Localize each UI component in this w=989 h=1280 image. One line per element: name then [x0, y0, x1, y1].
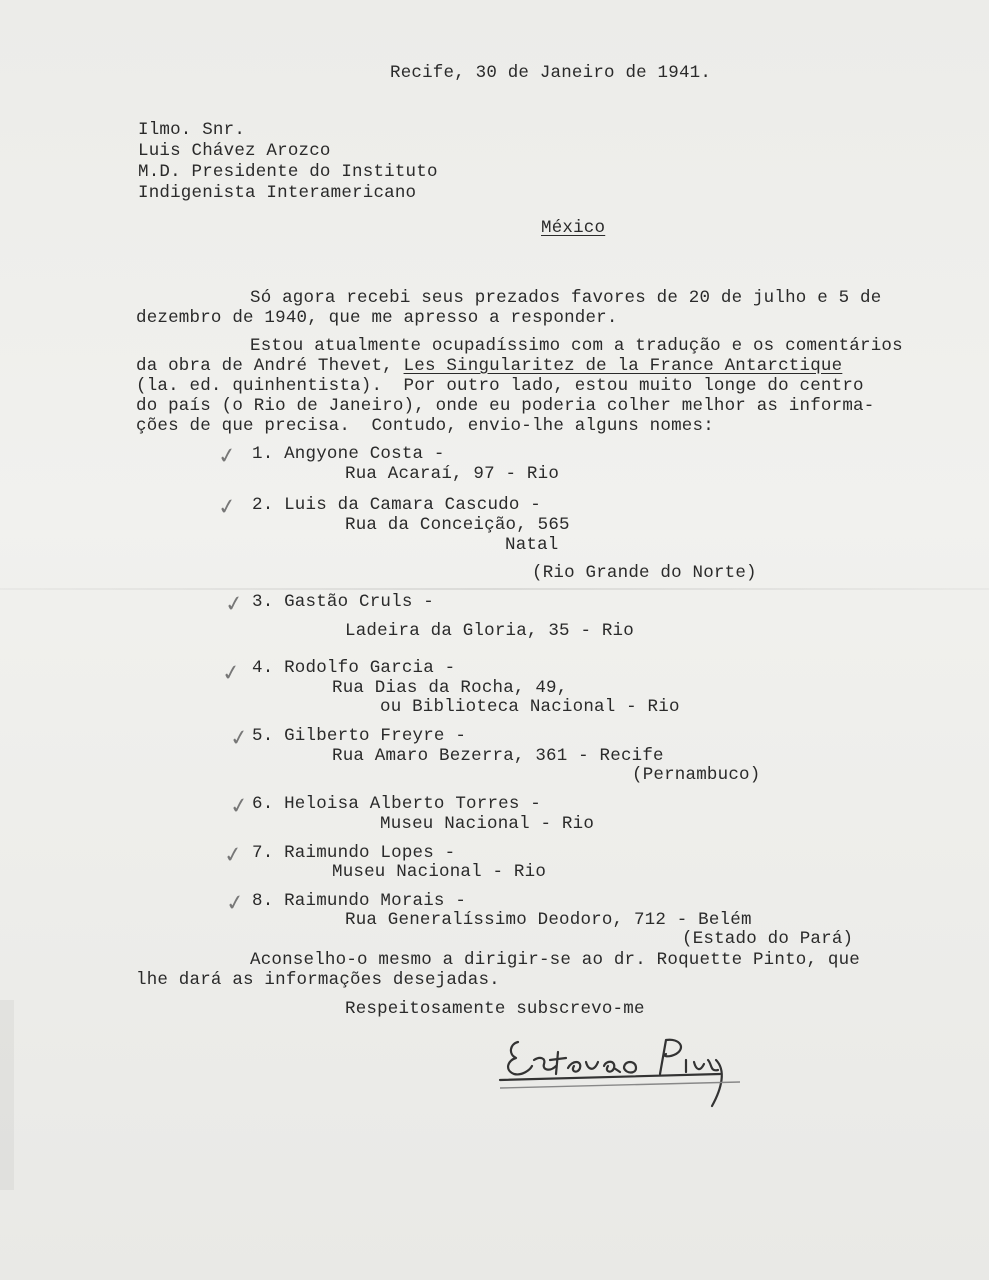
list-item-state: (Rio Grande do Norte)	[532, 563, 757, 583]
closing-salutation: Respeitosamente subscrevo-me	[345, 999, 645, 1019]
list-item-address: Rua Acaraí, 97 - Rio	[345, 464, 560, 484]
addressee-name: Luis Chávez Arozco	[138, 141, 331, 161]
book-title: Les Singularitez de la France Antarctique	[403, 356, 843, 376]
body-p2-line4: do país (o Rio de Janeiro), onde eu poderia colher melhor as informa-	[136, 396, 875, 416]
paper-crease	[0, 1000, 14, 1190]
destination-city: México	[541, 218, 606, 238]
closing-advice-line2: lhe dará as informações desejadas.	[136, 970, 500, 990]
list-item-name: 1. Angyone Costa -	[252, 444, 445, 464]
list-item-address: Museu Nacional - Rio	[332, 862, 547, 882]
check-mark-icon: ✓	[228, 792, 251, 821]
check-mark-icon: ✓	[220, 659, 243, 688]
date-line: Recife, 30 de Janeiro de 1941.	[390, 63, 712, 83]
addressee-title: Ilmo. Snr.	[138, 120, 246, 140]
check-mark-icon: ✓	[228, 724, 251, 753]
body-p2-line3: (la. ed. quinhentista). Por outro lado, estou muito longe do centro	[136, 376, 864, 396]
body-p2-line5: ções de que precisa. Contudo, envio-lhe alguns nomes:	[136, 416, 714, 436]
body-p2-line1: Estou atualmente ocupadíssimo com a tradução e os comentários	[250, 336, 903, 356]
list-item-address: Rua Dias da Rocha, 49,	[332, 678, 568, 698]
list-item-name: 7. Raimundo Lopes -	[252, 843, 456, 863]
list-item-state: (Pernambuco)	[632, 765, 761, 785]
check-mark-icon: ✓	[216, 442, 239, 471]
body-p1-line2: dezembro de 1940, que me apresso a responder.	[136, 308, 618, 328]
list-item-address: Museu Nacional - Rio	[380, 814, 595, 834]
check-mark-icon: ✓	[223, 590, 246, 619]
list-item-state: (Estado do Pará)	[682, 929, 854, 949]
closing-advice-line1: Aconselho-o mesmo a dirigir-se ao dr. Roquette Pinto, que	[250, 950, 860, 970]
list-item-name: 8. Raimundo Morais -	[252, 891, 467, 911]
check-mark-icon: ✓	[222, 841, 245, 870]
list-item-name: 5. Gilberto Freyre -	[252, 726, 467, 746]
list-item-name: 4. Rodolfo Garcia -	[252, 658, 456, 678]
list-item-address: Rua Generalíssimo Deodoro, 712 - Belém	[345, 910, 752, 930]
list-item-address: Ladeira da Gloria, 35 - Rio	[345, 621, 634, 641]
body-p2-line2	[136, 356, 842, 376]
check-mark-icon: ✓	[224, 889, 247, 918]
check-mark-icon: ✓	[216, 493, 239, 522]
list-item-name: 3. Gastão Cruls -	[252, 592, 434, 612]
list-item-name: 6. Heloisa Alberto Torres -	[252, 794, 541, 814]
handwritten-signature	[490, 1030, 760, 1120]
list-item-address: Rua da Conceição, 565	[345, 515, 570, 535]
body-p1-line1: Só agora recebi seus prezados favores de 20 de julho e 5 de	[250, 288, 882, 308]
list-item-address-alt: ou Biblioteca Nacional - Rio	[380, 697, 680, 717]
addressee-position: M.D. Presidente do Instituto	[138, 162, 438, 182]
paper-fold	[0, 588, 989, 590]
list-item-address: Rua Amaro Bezerra, 361 - Recife	[332, 746, 664, 766]
list-item-city: Natal	[505, 535, 559, 555]
list-item-name: 2. Luis da Camara Cascudo -	[252, 495, 541, 515]
addressee-institution: Indigenista Interamericano	[138, 183, 417, 203]
body-p2-line2-a: da obra de André Thevet,	[136, 356, 404, 376]
